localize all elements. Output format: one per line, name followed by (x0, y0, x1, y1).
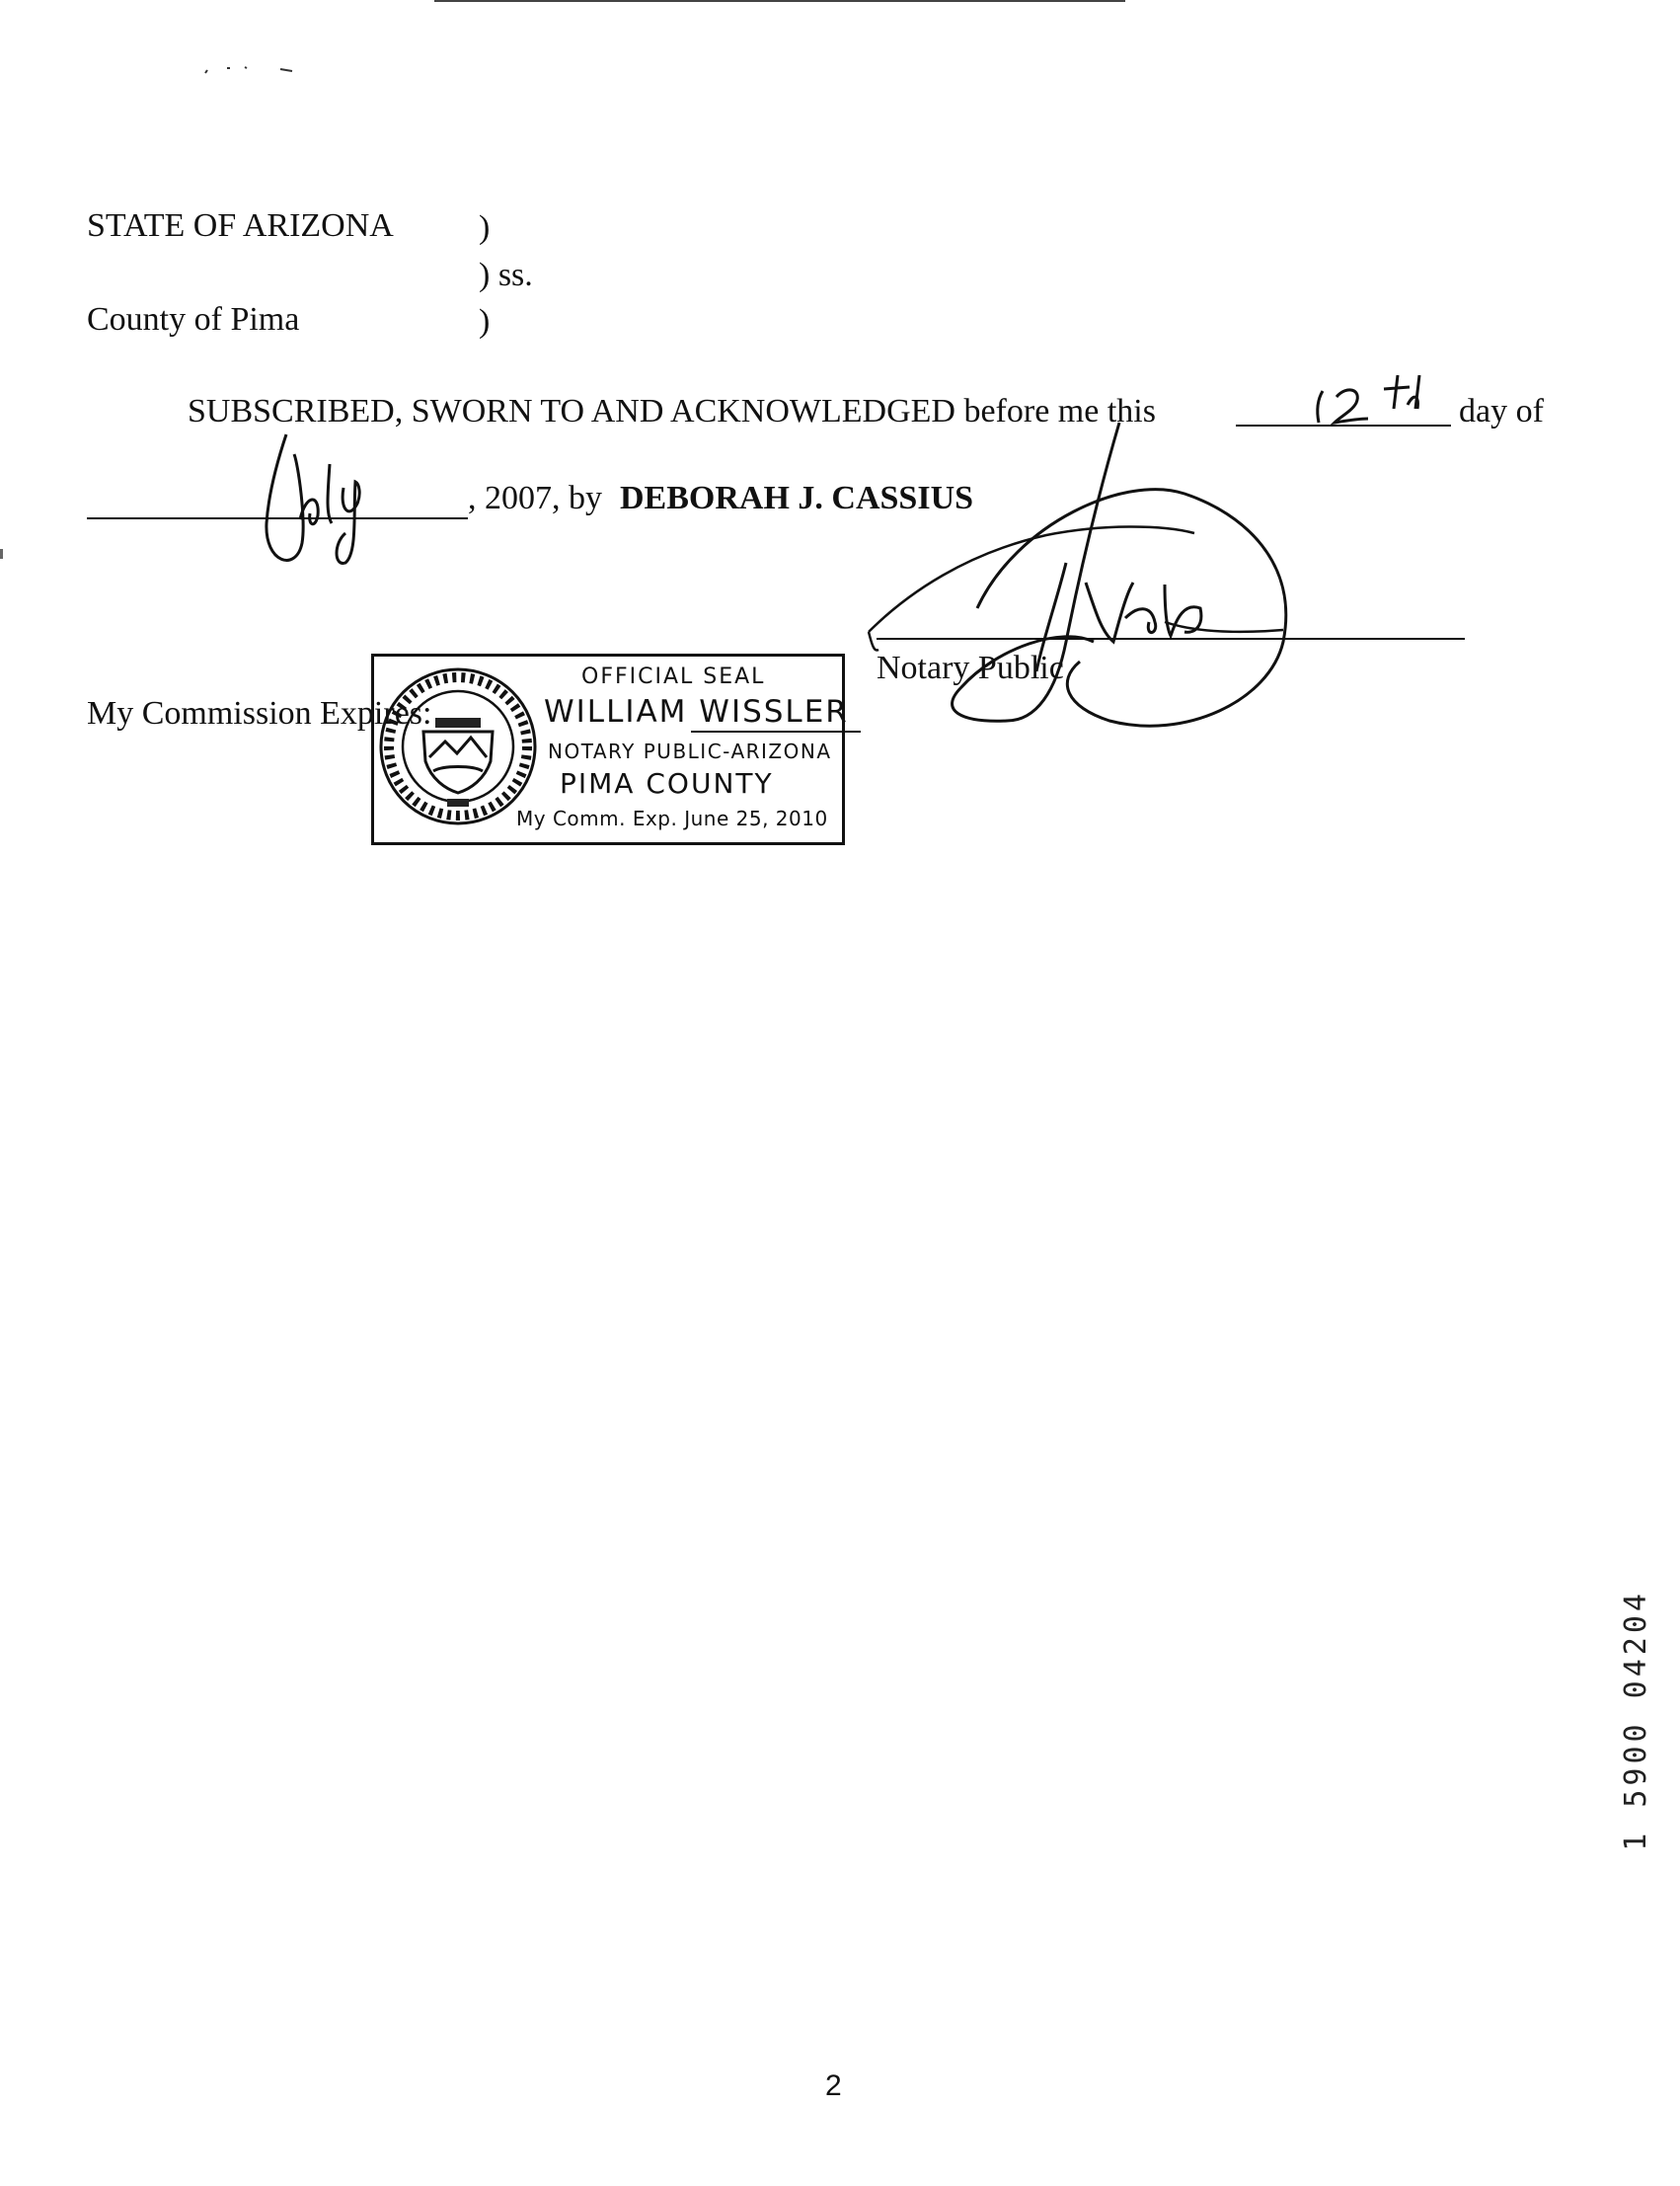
stamp-notary-public-state: NOTARY PUBLIC-ARIZONA (548, 740, 832, 763)
notary-stamp (371, 654, 849, 845)
venue-county: County of Pima (87, 301, 300, 338)
jurat-year-clause: , 2007, by (468, 480, 602, 516)
jurat-intro: SUBSCRIBED, SWORN TO AND ACKNOWLEDGED before me this (188, 393, 1156, 429)
handwritten-day (1303, 365, 1461, 434)
stamp-notary-name: WILLIAM WISSLER (544, 694, 849, 730)
venue-state: STATE OF ARIZONA (87, 207, 394, 244)
venue-paren-1: ) (479, 209, 491, 246)
scan-specks (197, 59, 296, 79)
jurat-day-suffix: day of (1459, 393, 1544, 429)
jurat-signer-name: DEBORAH J. CASSIUS (620, 480, 974, 516)
scan-margin-mark (0, 549, 3, 559)
stamp-official-seal: OFFICIAL SEAL (581, 664, 766, 689)
notary-public-label: Notary Public (877, 650, 1064, 686)
stamp-commission-expiry: My Comm. Exp. June 25, 2010 (516, 807, 828, 830)
stamp-county: PIMA COUNTY (560, 767, 774, 800)
venue-ss: ) ss. (479, 257, 533, 293)
venue-paren-3: ) (479, 303, 491, 340)
page-number: 2 (825, 2069, 842, 2102)
scan-top-edge (434, 0, 1125, 2)
notary-signature (869, 415, 1323, 741)
handwritten-month (247, 425, 424, 583)
arizona-state-seal-icon (374, 663, 542, 830)
commission-expires-label: My Commission Expires: (87, 695, 432, 732)
bates-number: 1 5900 04204 (1619, 1590, 1653, 1851)
